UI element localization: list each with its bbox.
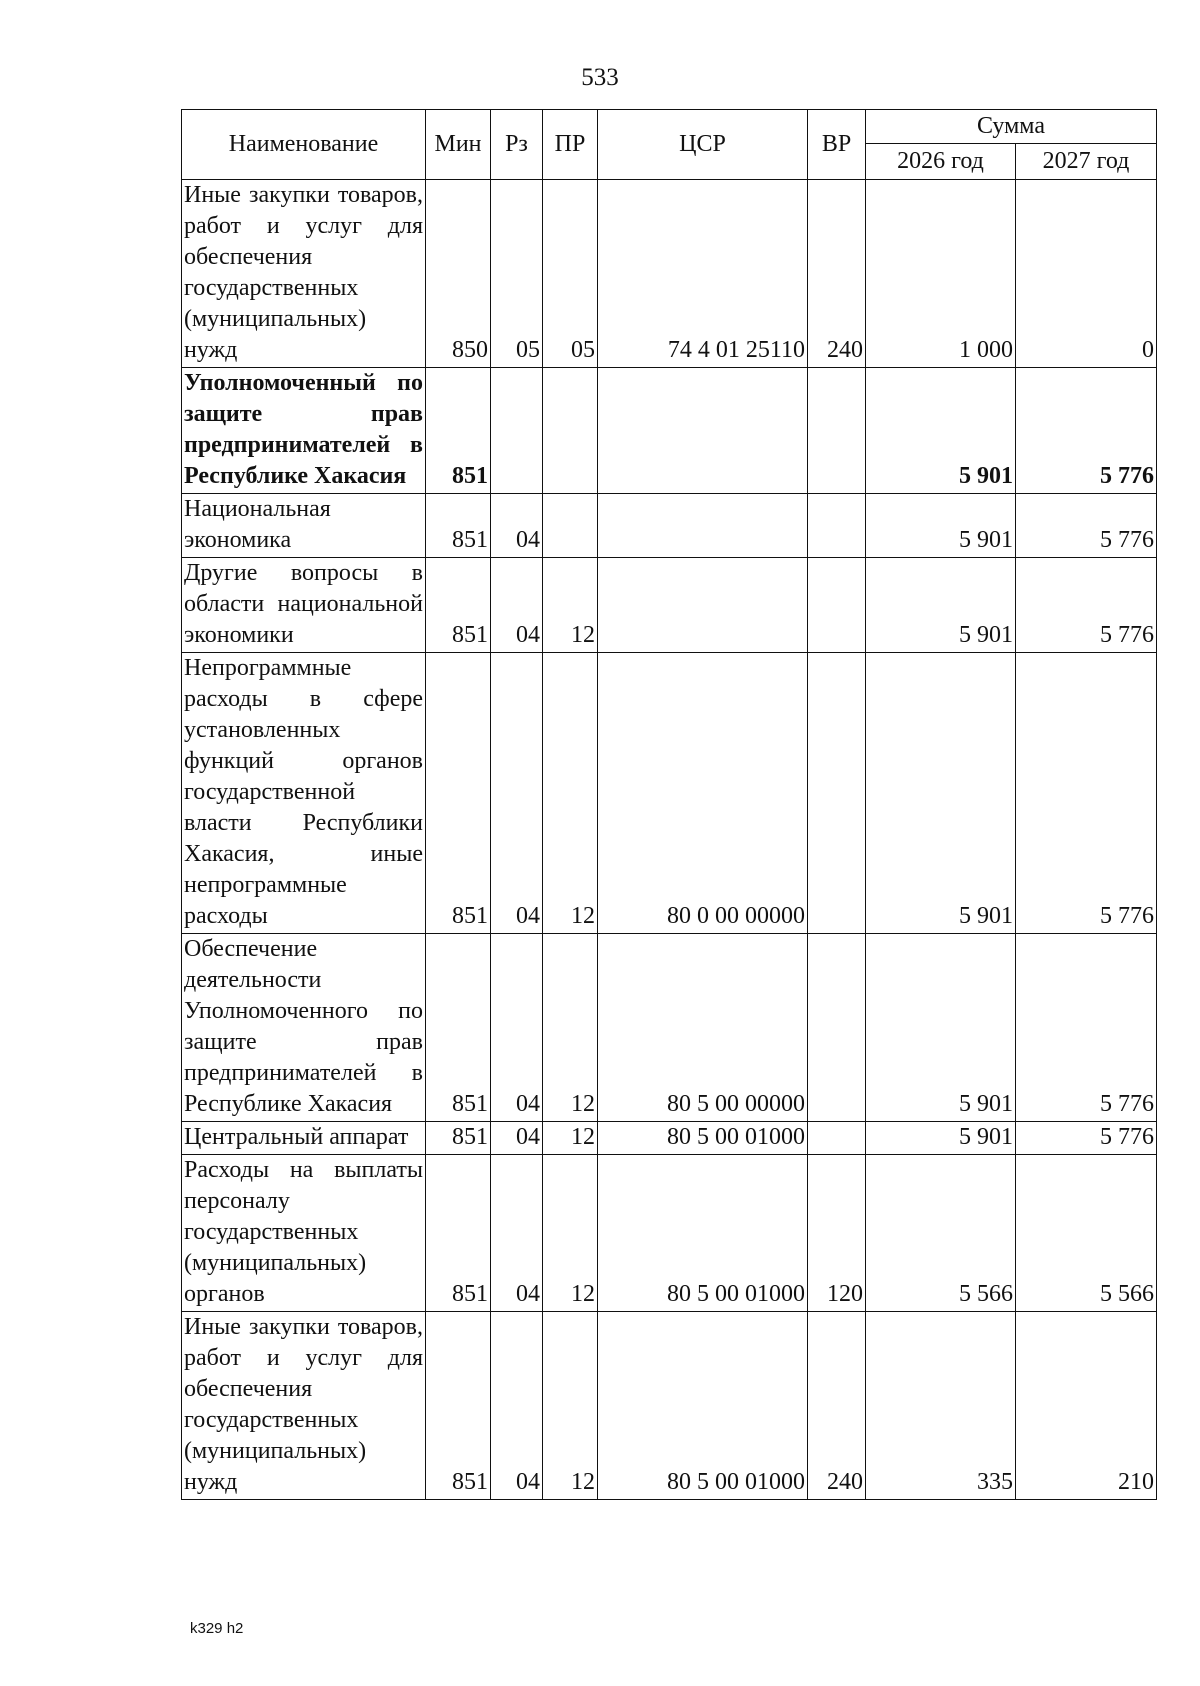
row-sum-2026: 335 bbox=[866, 1312, 1016, 1500]
row-sum-2027: 5 776 bbox=[1016, 558, 1157, 653]
table-row bbox=[182, 934, 1157, 1122]
row-pr: 12 bbox=[543, 1312, 598, 1500]
row-rz: 04 bbox=[491, 494, 543, 558]
row-sum-2026: 5 901 bbox=[866, 653, 1016, 934]
header-year-2027: 2027 год bbox=[1016, 144, 1157, 180]
row-name: Уполномоченный по защите прав предпринимателей в Республике Хакасия bbox=[182, 368, 426, 494]
row-rz bbox=[491, 368, 543, 494]
header-rz: Рз bbox=[491, 110, 543, 180]
row-pr: 12 bbox=[543, 1155, 598, 1312]
row-sum-2027: 210 bbox=[1016, 1312, 1157, 1500]
row-csr: 80 5 00 01000 bbox=[598, 1312, 808, 1500]
row-sum-2026: 5 901 bbox=[866, 558, 1016, 653]
row-sum-2026: 5 901 bbox=[866, 1122, 1016, 1155]
row-csr: 74 4 01 25110 bbox=[598, 180, 808, 368]
row-vr bbox=[808, 558, 866, 653]
row-vr: 120 bbox=[808, 1155, 866, 1312]
row-sum-2027: 5 776 bbox=[1016, 934, 1157, 1122]
row-sum-2027: 5 776 bbox=[1016, 1122, 1157, 1155]
row-vr: 240 bbox=[808, 180, 866, 368]
row-sum-2026: 5 566 bbox=[866, 1155, 1016, 1312]
row-min: 850 bbox=[426, 180, 491, 368]
table-row bbox=[182, 368, 1157, 494]
table-row bbox=[182, 494, 1157, 558]
row-sum-2027: 5 776 bbox=[1016, 653, 1157, 934]
table-row bbox=[182, 180, 1157, 368]
row-csr: 80 0 00 00000 bbox=[598, 653, 808, 934]
row-pr: 12 bbox=[543, 653, 598, 934]
row-min: 851 bbox=[426, 494, 491, 558]
table-row bbox=[182, 653, 1157, 934]
row-rz: 04 bbox=[491, 1312, 543, 1500]
row-vr: 240 bbox=[808, 1312, 866, 1500]
row-min: 851 bbox=[426, 653, 491, 934]
header-csr: ЦСР bbox=[598, 110, 808, 180]
row-name: Иные закупки товаров, работ и услуг для обеспечения государственных (муниципальных) нужд bbox=[182, 1312, 426, 1500]
row-min: 851 bbox=[426, 1122, 491, 1155]
row-rz: 04 bbox=[491, 558, 543, 653]
row-csr bbox=[598, 368, 808, 494]
row-pr: 12 bbox=[543, 558, 598, 653]
row-min: 851 bbox=[426, 934, 491, 1122]
row-name: Обеспечение деятельности Уполномоченного по защите прав предпринимателей в Республике Хакасия bbox=[182, 934, 426, 1122]
row-sum-2026: 5 901 bbox=[866, 494, 1016, 558]
row-min: 851 bbox=[426, 368, 491, 494]
row-name: Иные закупки товаров, работ и услуг для обеспечения государственных (муниципальных) нужд bbox=[182, 180, 426, 368]
row-sum-2027: 5 776 bbox=[1016, 368, 1157, 494]
row-vr bbox=[808, 653, 866, 934]
budget-table bbox=[181, 109, 1157, 1500]
header-vr: ВР bbox=[808, 110, 866, 180]
row-vr bbox=[808, 368, 866, 494]
table-row bbox=[182, 558, 1157, 653]
row-csr: 80 5 00 00000 bbox=[598, 934, 808, 1122]
row-vr bbox=[808, 1122, 866, 1155]
header-min: Мин bbox=[426, 110, 491, 180]
row-min: 851 bbox=[426, 1312, 491, 1500]
page-number: 533 bbox=[581, 64, 619, 91]
header-sum: Сумма bbox=[866, 110, 1157, 144]
row-pr bbox=[543, 494, 598, 558]
row-sum-2026: 5 901 bbox=[866, 934, 1016, 1122]
row-csr bbox=[598, 494, 808, 558]
row-csr bbox=[598, 558, 808, 653]
table-row bbox=[182, 1312, 1157, 1500]
header-year-2026: 2026 год bbox=[866, 144, 1016, 180]
footer-code: k329 h2 bbox=[190, 1620, 244, 1637]
row-sum-2026: 5 901 bbox=[866, 368, 1016, 494]
row-sum-2026: 1 000 bbox=[866, 180, 1016, 368]
row-vr bbox=[808, 934, 866, 1122]
row-sum-2027: 5 566 bbox=[1016, 1155, 1157, 1312]
row-pr: 12 bbox=[543, 1122, 598, 1155]
row-csr: 80 5 00 01000 bbox=[598, 1155, 808, 1312]
row-rz: 05 bbox=[491, 180, 543, 368]
row-vr bbox=[808, 494, 866, 558]
row-name: Центральный аппарат bbox=[182, 1122, 426, 1155]
row-rz: 04 bbox=[491, 934, 543, 1122]
row-pr bbox=[543, 368, 598, 494]
row-name: Национальная экономика bbox=[182, 494, 426, 558]
table-row bbox=[182, 1122, 1157, 1155]
row-pr: 05 bbox=[543, 180, 598, 368]
row-rz: 04 bbox=[491, 1122, 543, 1155]
row-name: Непрограммные расходы в сфере установленных функций органов государственной власти Республики Хакасия, иные непрограммные расходы bbox=[182, 653, 426, 934]
header-pr: ПР bbox=[543, 110, 598, 180]
row-pr: 12 bbox=[543, 934, 598, 1122]
row-name: Расходы на выплаты персоналу государственных (муниципальных) органов bbox=[182, 1155, 426, 1312]
row-rz: 04 bbox=[491, 1155, 543, 1312]
row-min: 851 bbox=[426, 558, 491, 653]
row-sum-2027: 5 776 bbox=[1016, 494, 1157, 558]
row-min: 851 bbox=[426, 1155, 491, 1312]
row-sum-2027: 0 bbox=[1016, 180, 1157, 368]
row-csr: 80 5 00 01000 bbox=[598, 1122, 808, 1155]
row-rz: 04 bbox=[491, 653, 543, 934]
header-name: Наименование bbox=[182, 110, 426, 180]
table-row bbox=[182, 1155, 1157, 1312]
row-name: Другие вопросы в области национальной экономики bbox=[182, 558, 426, 653]
